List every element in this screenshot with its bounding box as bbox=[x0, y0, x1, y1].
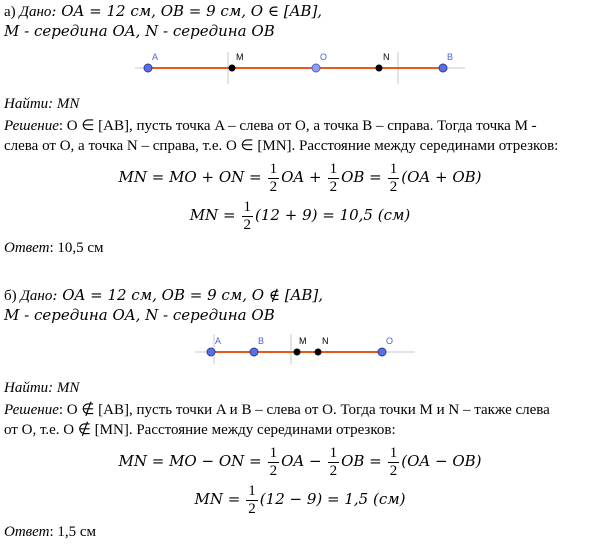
fraction: $\frac{1}{2}$ bbox=[389, 445, 398, 479]
part-a-solution-1: Решение: O ∈ [AB], пусть точка A – слева от O, а точка B – справа. Тогда точка M - bbox=[4, 118, 537, 134]
part-b-equation-2: MN = $\frac{1}{2}$ (12 − 9) = 1,5 (см) bbox=[194, 483, 406, 517]
part-a-find: Найти: MN bbox=[4, 96, 80, 112]
label-m: M bbox=[236, 52, 244, 62]
part-a-figure bbox=[130, 42, 470, 90]
label-o: O bbox=[320, 52, 328, 62]
part-b-find: Найти: MN bbox=[4, 380, 80, 396]
part-b-solution-1: Решение: O ∉ [AB], пусть точки A и B – слева от O. Тогда точки M и N – также слева bbox=[4, 402, 550, 418]
part-a-given-line2: M - середина OA, N - середина OB bbox=[4, 22, 275, 40]
part-b-equation-1: MN = MO − ON = $\frac{1}{2}$ OA − $\frac{1}{2}$ OB = $\frac{1}{2}$ (OA − OB) bbox=[118, 445, 482, 479]
fraction: $\frac{1}{2}$ bbox=[243, 199, 252, 233]
part-b-answer: Ответ: 1,5 см bbox=[4, 524, 97, 540]
point-a bbox=[144, 64, 152, 72]
point-m bbox=[294, 349, 301, 356]
fraction: $\frac{1}{2}$ bbox=[269, 445, 278, 479]
point-m bbox=[229, 65, 236, 72]
part-a-given: а) Дано: OA = 12 см, OB = 9 см, O ∈ [AB], bbox=[4, 2, 323, 20]
point-b bbox=[439, 64, 447, 72]
label-b: B bbox=[258, 336, 265, 346]
label-o: O bbox=[386, 336, 394, 346]
point-o bbox=[312, 64, 320, 72]
label-a: A bbox=[152, 52, 159, 62]
fraction: $\frac{1}{2}$ bbox=[329, 445, 338, 479]
part-a-equation-2: MN = $\frac{1}{2}$ (12 + 9) = 10,5 (см) bbox=[189, 199, 411, 233]
part-a-answer: Ответ: 10,5 см bbox=[4, 240, 104, 256]
part-a-solution-2: слева от O, а точка N – справа, т.е. O ∈ [MN]. Расстояние между серединами отрезков: bbox=[4, 138, 559, 154]
part-b-given: б) Дано: OA = 12 см, OB = 9 см, O ∉ [AB], bbox=[4, 286, 324, 304]
point-a bbox=[207, 348, 215, 356]
part-b-figure bbox=[190, 328, 420, 368]
label-a: A bbox=[215, 336, 222, 346]
fraction: $\frac{1}{2}$ bbox=[248, 483, 256, 517]
label-b: B bbox=[447, 52, 454, 62]
point-b bbox=[250, 348, 258, 356]
fraction: $\frac{1}{2}$ bbox=[389, 161, 398, 195]
fraction: $\frac{1}{2}$ bbox=[269, 161, 278, 195]
part-a-equation-1: MN = MO + ON = $\frac{1}{2}$ OA + $\frac{1}{2}$ OB = $\frac{1}{2}$ (OA + OB) bbox=[118, 161, 482, 195]
label-m: M bbox=[299, 336, 307, 346]
part-b-solution-2: от O, т.е. O ∉ [MN]. Расстояние между серединами отрезков: bbox=[4, 422, 396, 438]
point-n bbox=[315, 349, 322, 356]
label-n: N bbox=[322, 336, 329, 346]
label-n: N bbox=[383, 52, 390, 62]
part-b-given-line2: M - середина OA, N - середина OB bbox=[4, 306, 275, 324]
point-o bbox=[378, 348, 386, 356]
point-n bbox=[376, 65, 383, 72]
given-label: Дано bbox=[19, 4, 52, 20]
fraction: $\frac{1}{2}$ bbox=[329, 161, 338, 195]
